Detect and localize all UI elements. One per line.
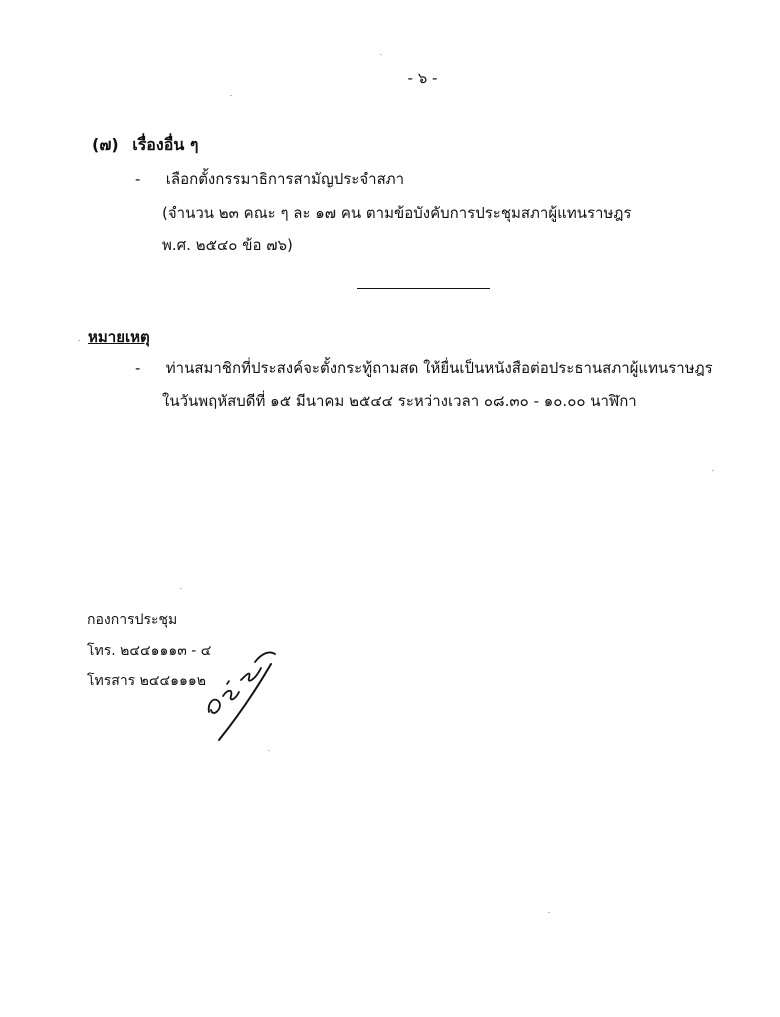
remark-item [135,356,713,380]
scan-speck [230,95,232,96]
scan-speck [380,54,382,55]
item-detail-line-1: (จำนวน ๒๓ คณะ ๆ ละ ๑๗ คน ตามข้อบังคับการประชุมสภาผู้แทนราษฎร [162,204,632,222]
footer-office: กองการประชุม [87,612,178,628]
scan-speck [78,340,80,341]
scan-speck [548,912,550,913]
remark-dash: - [135,359,141,377]
item-text: เลือกตั้งกรรมาธิการสามัญประจำสภา [165,170,405,188]
footer-phone: โทร. ๒๔๔๑๑๑๓ - ๔ [87,643,212,659]
scan-speck [180,588,182,589]
agenda-item [135,167,404,191]
section-number: (๗) [92,135,119,154]
section-divider [357,288,490,289]
remark-line-2: ในวันพฤหัสบดีที่ ๑๕ มีนาคม ๒๕๔๔ ระหว่างเวลา ๐๘.๓๐ - ๑๐.๐๐ นาฬิกา [162,392,637,410]
footer-fax: โทรสาร ๒๔๔๑๑๑๒ [87,673,206,689]
remark-line-1: ท่านสมาชิกที่ประสงค์จะตั้งกระทู้ถามสด ให้ยื่นเป็นหนังสือต่อประธานสภาผู้แทนราษฎร [165,359,713,377]
section-title: เรื่องอื่น ๆ [132,135,199,154]
item-dash: - [135,170,141,188]
scan-speck [268,750,270,751]
remark-heading: หมายเหตุ [88,328,150,346]
section-heading [92,133,198,158]
page-number: - ๖ - [407,69,438,87]
item-detail-line-2: พ.ศ. ๒๕๔๐ ข้อ ๗๖) [162,236,293,254]
signature-icon [205,640,285,750]
scan-speck [712,470,714,471]
